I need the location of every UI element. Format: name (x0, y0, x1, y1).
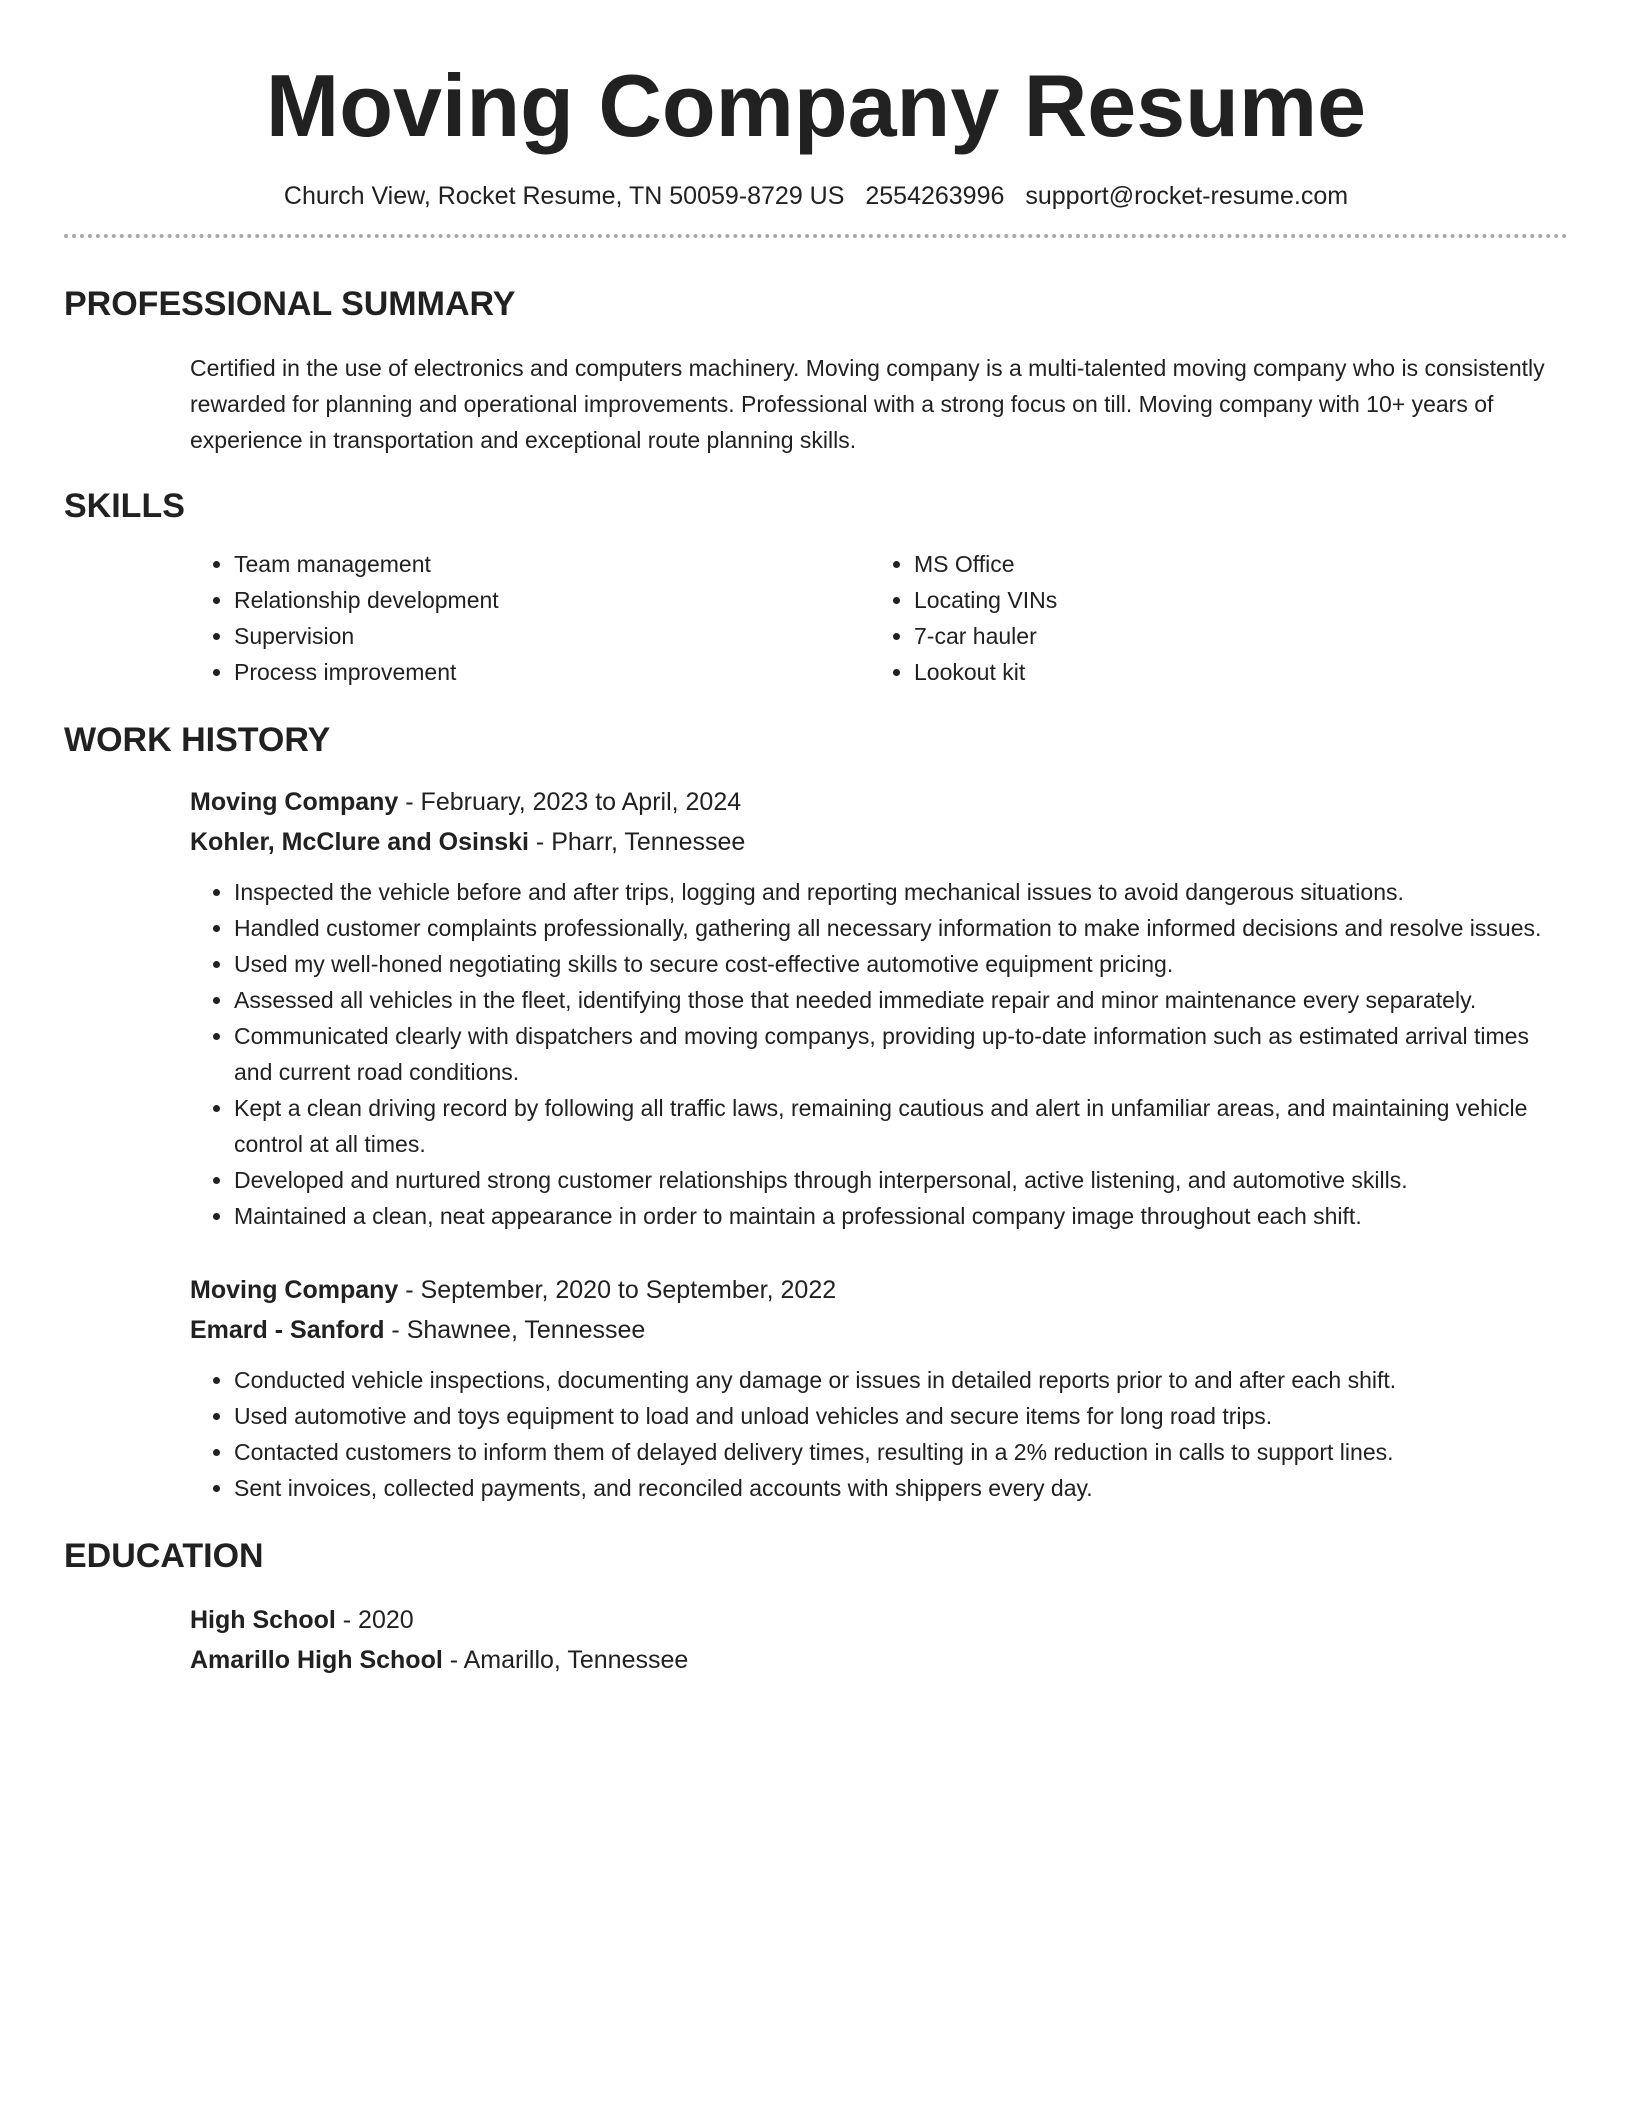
graduation-year: - 2020 (335, 1606, 414, 1634)
skill-item: • Supervision (234, 618, 870, 654)
job-bullets (190, 874, 1568, 1234)
job-dates: - February, 2023 to April, 2024 (398, 788, 742, 816)
summary-text: Certified in the use of electronics and computers machinery. Moving company is a multi-talented moving company who is consistently rewarded for planning and operational improvements. Professional with a strong focus on till. Moving company with 10+ years of experience in transportation and exceptional route planning skills. (190, 355, 1545, 453)
education-entry (190, 1600, 1568, 1680)
email: support@rocket-resume.com (1025, 182, 1349, 210)
skills-column-1 (190, 546, 870, 690)
skills-list (190, 546, 1568, 690)
skill-item: • 7-car hauler (914, 618, 1057, 654)
skills-column-2 (870, 546, 1057, 690)
skill-item: • Relationship development (234, 582, 870, 618)
phone: 2554263996 (865, 182, 1005, 210)
job-dates: - September, 2020 to September, 2022 (398, 1276, 837, 1304)
job-company: Emard - Sanford (190, 1316, 385, 1344)
job-bullet: • Kept a clean driving record by following all traffic laws, remaining cautious and alert in unfamiliar areas, and maintaining vehicle control at all times. (234, 1090, 1568, 1162)
address: Church View, Rocket Resume, TN 50059-8729 US (283, 182, 845, 210)
job-role-line (190, 782, 1568, 822)
job-bullet: • Sent invoices, collected payments, and reconciled accounts with shippers every day. (234, 1470, 1568, 1506)
job-bullet: • Contacted customers to inform them of delayed delivery times, resulting in a 2% reduction in calls to support lines. (234, 1434, 1568, 1470)
resume-title: Moving Company Resume (265, 56, 1367, 155)
work-history-heading: WORK HISTORY (64, 721, 331, 759)
job-entry (190, 1270, 1568, 1506)
degree-line (190, 1600, 1568, 1640)
job-location: - Shawnee, Tennessee (384, 1316, 646, 1344)
job-bullet: • Used automotive and toys equipment to load and unload vehicles and secure items for long road trips. (234, 1398, 1568, 1434)
job-bullet: • Developed and nurtured strong customer relationships through interpersonal, active listening, and automotive skills. (234, 1162, 1568, 1198)
job-bullet: • Used my well-honed negotiating skills to secure cost-effective automotive equipment pricing. (234, 946, 1568, 982)
job-bullet: • Communicated clearly with dispatchers and moving companys, providing up-to-date information such as estimated arrival times and current road conditions. (234, 1018, 1568, 1090)
job-bullet: • Maintained a clean, neat appearance in order to maintain a professional company image throughout each shift. (234, 1198, 1568, 1234)
summary-heading: PROFESSIONAL SUMMARY (64, 285, 516, 323)
job-company-line (190, 822, 1568, 862)
school-line (190, 1640, 1568, 1680)
job-role: Moving Company (190, 788, 399, 816)
school-location: - Amarillo, Tennessee (442, 1646, 689, 1674)
skill-item: • Team management (234, 546, 870, 582)
education-heading: EDUCATION (64, 1537, 264, 1575)
skill-item: • Locating VINs (914, 582, 1057, 618)
job-bullets (190, 1362, 1568, 1506)
job-company: Kohler, McClure and Osinski (190, 828, 529, 856)
skill-item: • Process improvement (234, 654, 870, 690)
job-bullet: • Inspected the vehicle before and after trips, logging and reporting mechanical issues to avoid dangerous situations. (234, 874, 1568, 910)
job-role: Moving Company (190, 1276, 399, 1304)
header-divider (64, 234, 1568, 238)
job-bullet: • Conducted vehicle inspections, documenting any damage or issues in detailed reports prior to and after each shift. (234, 1362, 1568, 1398)
skills-heading: SKILLS (64, 487, 185, 525)
skill-item: • Lookout kit (914, 654, 1057, 690)
contact-line (64, 180, 1568, 212)
job-entry (190, 782, 1568, 1234)
job-bullet: • Handled customer complaints professionally, gathering all necessary information to make informed decisions and resolve issues. (234, 910, 1568, 946)
job-company-line (190, 1310, 1568, 1350)
degree: High School (190, 1606, 336, 1634)
skill-item: • MS Office (914, 546, 1057, 582)
job-location: - Pharr, Tennessee (528, 828, 746, 856)
school-name: Amarillo High School (190, 1646, 443, 1674)
job-bullet: • Assessed all vehicles in the fleet, identifying those that needed immediate repair and minor maintenance every separately. (234, 982, 1568, 1018)
job-role-line (190, 1270, 1568, 1310)
